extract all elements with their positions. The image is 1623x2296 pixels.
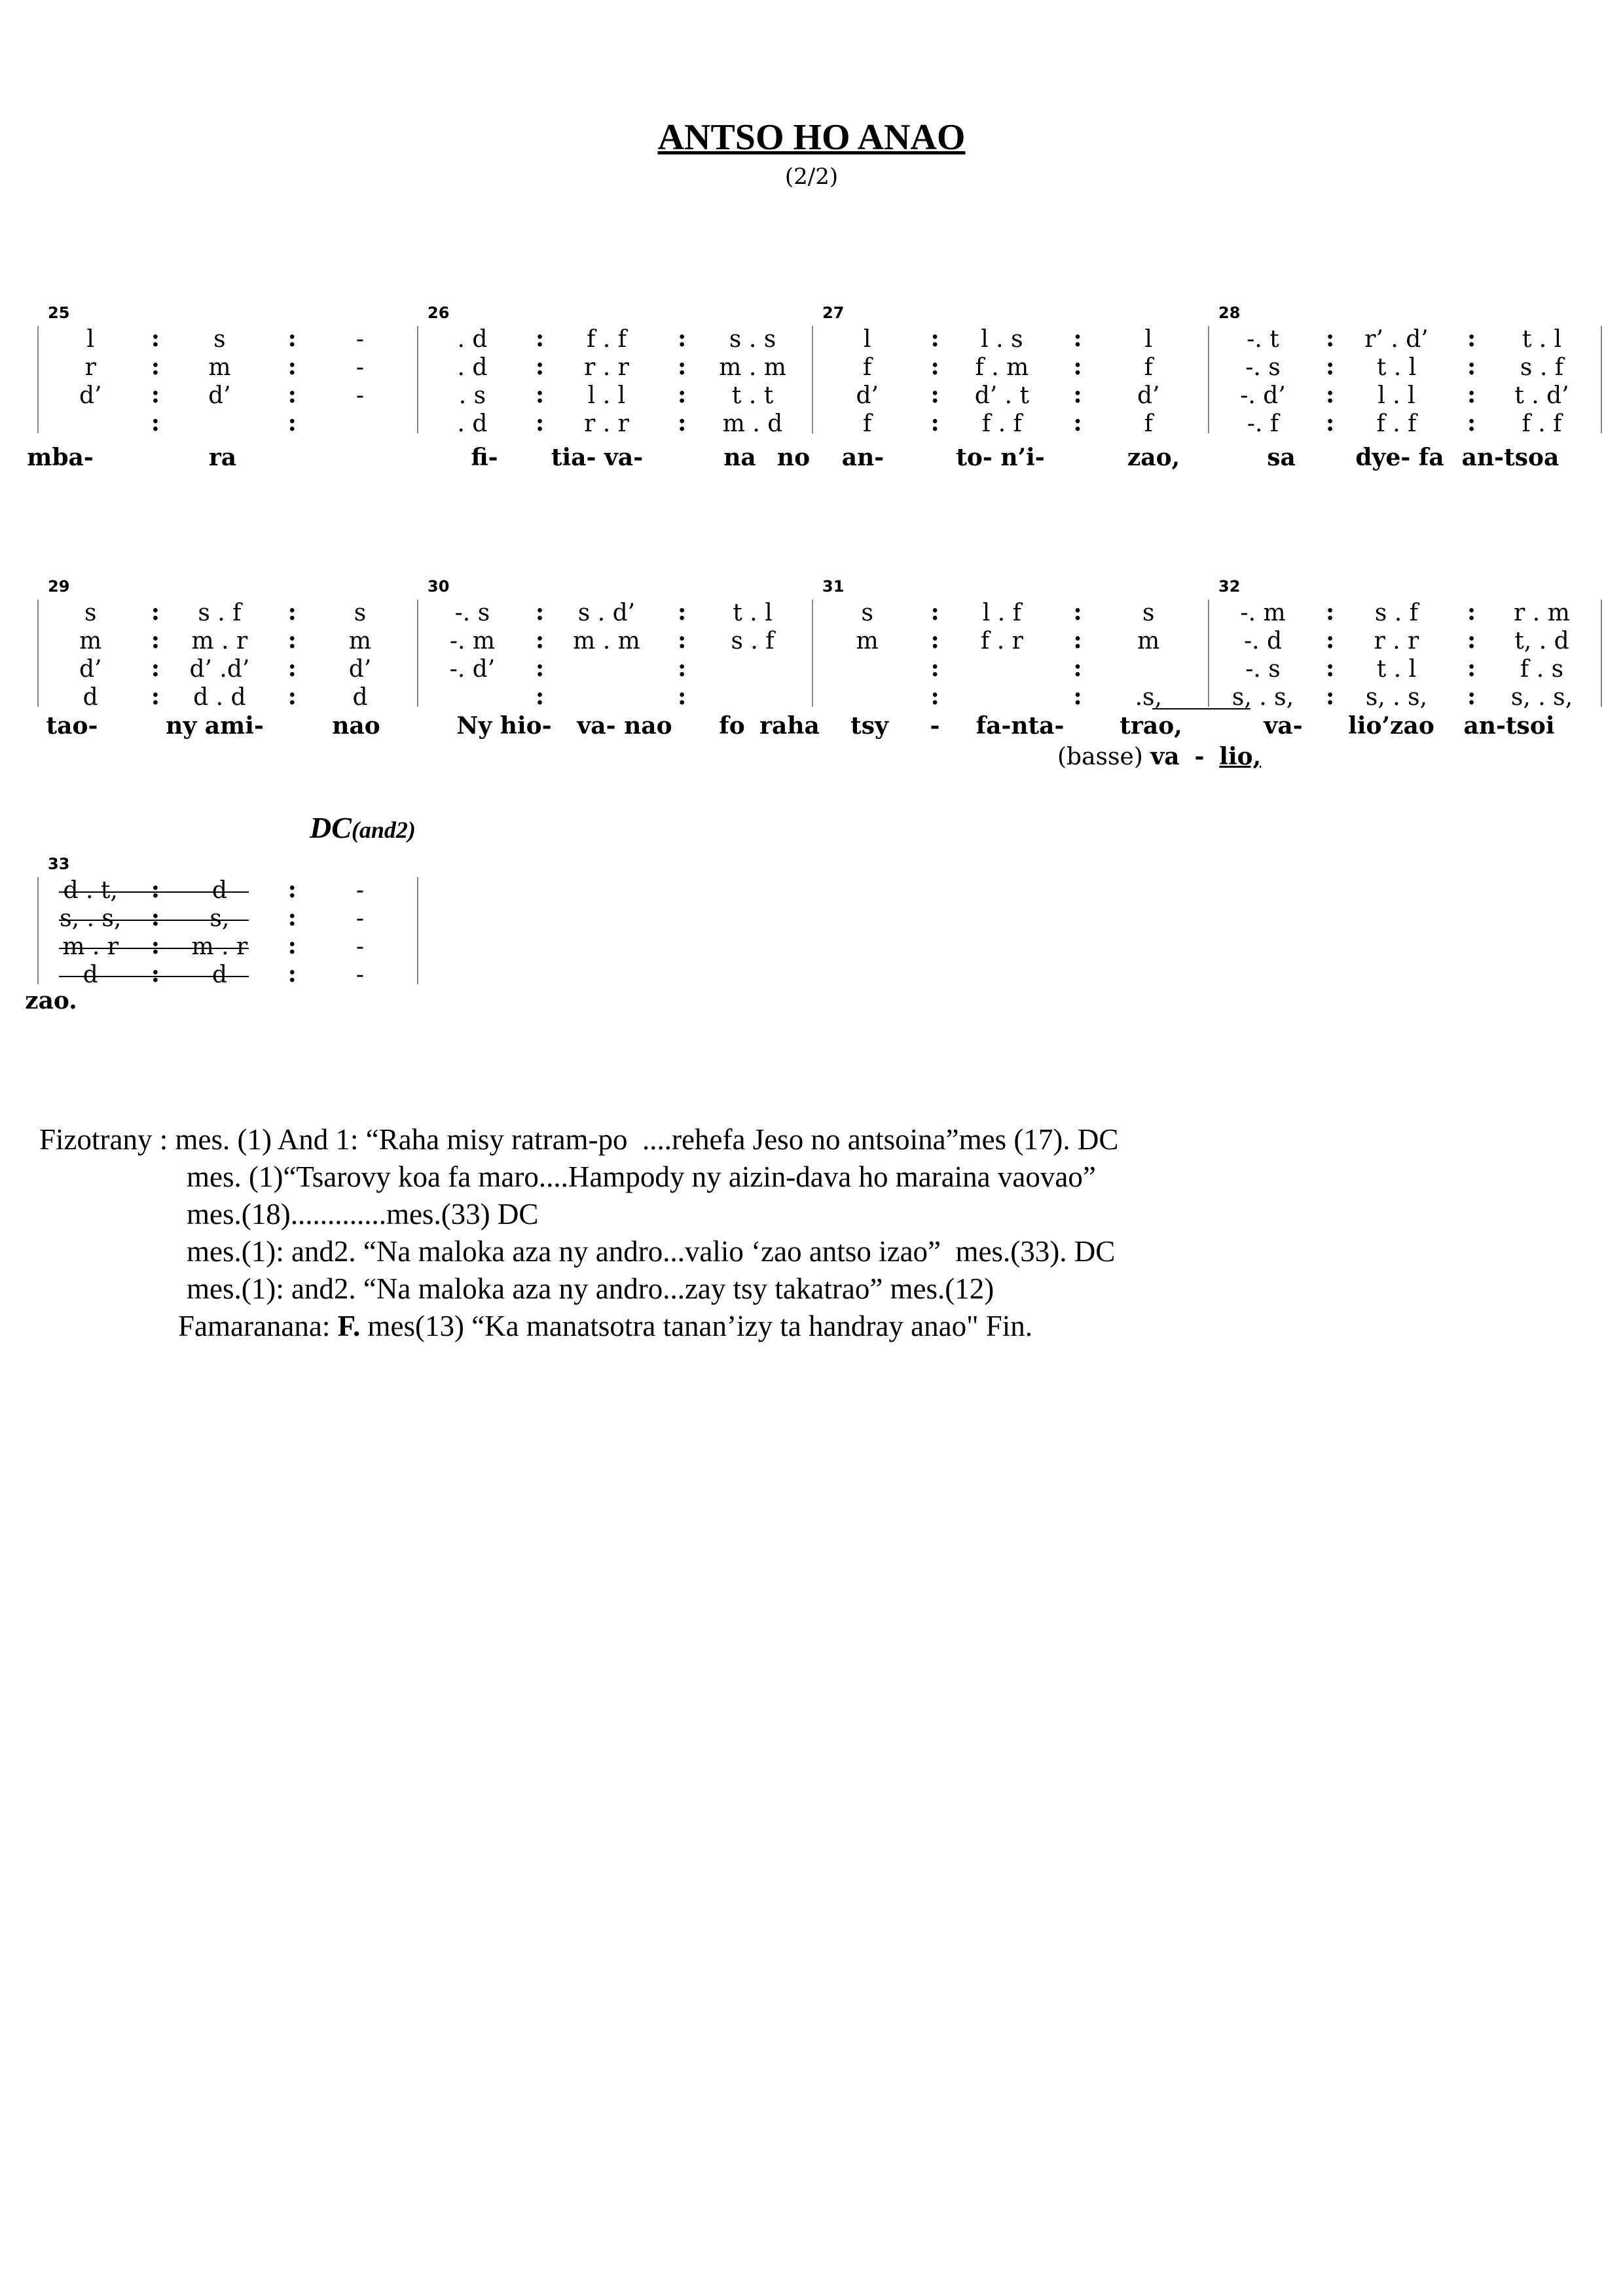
measure-number: 30 xyxy=(428,577,450,596)
solfa-note: s, . s, xyxy=(1365,684,1428,711)
solfa-note: . s xyxy=(458,382,486,409)
dc-directive: DC(and2) xyxy=(310,811,416,844)
solfa-note: l xyxy=(1144,326,1152,353)
beat-colon: : xyxy=(678,655,687,682)
measure-number: 27 xyxy=(822,304,845,322)
solfa-note: s, . s, xyxy=(60,905,122,932)
lyric-syllable: an- xyxy=(841,444,884,471)
solfa-note: m . d xyxy=(722,410,783,437)
beat-colon: : xyxy=(287,932,297,960)
beat-colon: : xyxy=(151,626,160,654)
beat-colon: : xyxy=(1326,381,1335,408)
beat-underline xyxy=(59,920,249,921)
beat-colon: : xyxy=(1073,683,1082,710)
solfa-note: . d xyxy=(457,354,488,381)
solfa-note: -. s xyxy=(1245,354,1281,381)
lyric-syllable: fa-nta- xyxy=(976,712,1065,740)
page-title: ANTSO HO ANAO xyxy=(657,117,966,158)
lyric-syllable: tao- xyxy=(46,712,98,740)
solfa-note: l . s xyxy=(981,326,1023,353)
beat-colon: : xyxy=(1326,598,1335,626)
beat-colon: : xyxy=(151,409,160,437)
beat-colon: : xyxy=(287,353,297,380)
beat-colon: : xyxy=(151,655,160,682)
beat-colon: : xyxy=(1073,409,1082,437)
lyric-syllable: va- nao xyxy=(577,712,672,740)
measure-number: 26 xyxy=(428,304,450,322)
beat-colon: : xyxy=(930,626,939,654)
solfa-note: l . l xyxy=(1377,382,1415,409)
beat-colon: : xyxy=(1467,409,1476,437)
beat-colon: : xyxy=(678,381,687,408)
beat-colon: : xyxy=(1467,626,1476,654)
beat-colon: : xyxy=(151,876,160,903)
lyric-syllable: an-tsoi xyxy=(1463,712,1555,740)
solfa-note: f . f xyxy=(981,410,1022,437)
solfa-note: - xyxy=(356,961,365,988)
solfa-note: - xyxy=(356,354,365,381)
solfa-note: - xyxy=(356,382,365,409)
beat-colon: : xyxy=(287,904,297,931)
solfa-note: d’ xyxy=(79,656,102,683)
lyric-syllable: lio’zao xyxy=(1348,712,1434,740)
solfa-note: f xyxy=(1144,354,1153,381)
solfa-note: f . f xyxy=(1522,410,1562,437)
solfa-note: d . d xyxy=(193,684,246,711)
solfa-note: l xyxy=(86,326,94,353)
measure-number: 28 xyxy=(1218,304,1241,322)
lyric-syllable: fi- xyxy=(471,444,498,471)
measure-number: 32 xyxy=(1218,577,1241,596)
beat-colon: : xyxy=(151,683,160,710)
beat-colon: : xyxy=(151,325,160,352)
note-line-4: mes.(1): and2. “Na maloka aza ny andro...valio ‘zao antso izao” mes.(33). DC xyxy=(187,1235,1116,1268)
lyric-syllable: zao, xyxy=(1127,444,1180,471)
solfa-note: m . m xyxy=(573,628,640,655)
lyric-syllable: tsy xyxy=(850,712,888,740)
lyric-syllable: dye- fa xyxy=(1355,444,1444,471)
solfa-note: - xyxy=(356,905,365,932)
beat-colon: : xyxy=(1326,683,1335,710)
solfa-note: m xyxy=(79,628,102,655)
beat-colon: : xyxy=(678,409,687,437)
beat-colon: : xyxy=(287,409,297,437)
beat-underline xyxy=(59,948,249,949)
solfa-note: d’ xyxy=(348,656,372,683)
solfa-note: f . f xyxy=(586,326,627,353)
solfa-note: r’ . d’ xyxy=(1364,326,1429,353)
measure-number: 25 xyxy=(48,304,70,322)
beat-colon: : xyxy=(1467,598,1476,626)
solfa-note: s . s xyxy=(729,326,776,353)
measure-number: 29 xyxy=(48,577,70,596)
solfa-note: t . l xyxy=(1376,656,1417,683)
beat-colon: : xyxy=(1467,683,1476,710)
solfa-note: s . f xyxy=(1374,600,1419,626)
solfa-note: s . f xyxy=(1520,354,1564,381)
solfa-note: r . r xyxy=(584,410,629,437)
beat-colon: : xyxy=(151,904,160,931)
lyric-syllable: ra xyxy=(208,444,237,471)
beat-colon: : xyxy=(287,876,297,903)
solfa-note: d’ xyxy=(1137,382,1160,409)
bass-lyric: (basse) va - lio, xyxy=(1057,743,1262,770)
solfa-note: m . r xyxy=(62,933,119,960)
solfa-note: t . l xyxy=(733,600,773,626)
beat-colon: : xyxy=(1467,655,1476,682)
solfa-note: m xyxy=(1137,628,1160,655)
beat-colon: : xyxy=(287,683,297,710)
beat-underline xyxy=(59,891,249,893)
beat-colon: : xyxy=(1467,325,1476,352)
beat-colon: : xyxy=(535,683,545,710)
solfa-note: t, . d xyxy=(1514,628,1569,655)
solfa-note: s xyxy=(213,326,226,353)
solfa-note: d’ . t xyxy=(974,382,1030,409)
solfa-note: s, . s, xyxy=(1510,684,1573,711)
solfa-note: .s, xyxy=(1135,684,1162,711)
solfa-note: f xyxy=(1144,410,1153,437)
solfa-note: f xyxy=(863,354,872,381)
solfa-note: -. d’ xyxy=(449,656,496,683)
solfa-note: s xyxy=(354,600,367,626)
beat-colon: : xyxy=(930,598,939,626)
lyric-syllable: no xyxy=(776,444,811,471)
solfa-note: d’ xyxy=(208,382,231,409)
beat-colon: : xyxy=(151,960,160,988)
solfa-note: r xyxy=(84,354,96,381)
beat-colon: : xyxy=(151,381,160,408)
lyric-syllable: trao, xyxy=(1120,712,1182,740)
beat-colon: : xyxy=(287,655,297,682)
beat-colon: : xyxy=(151,353,160,380)
solfa-note: m xyxy=(348,628,372,655)
beat-colon: : xyxy=(287,598,297,626)
beat-colon: : xyxy=(287,381,297,408)
solfa-note: d xyxy=(211,961,227,988)
solfa-note: f xyxy=(863,410,872,437)
beat-colon: : xyxy=(930,353,939,380)
solfa-note: d xyxy=(352,684,368,711)
lyric-syllable: tia- va- xyxy=(551,444,644,471)
lyric-syllable: mba- xyxy=(27,444,94,471)
solfa-note: - xyxy=(356,877,365,904)
beat-colon: : xyxy=(930,683,939,710)
note-line-5: mes.(1): and2. “Na maloka aza ny andro...zay tsy takatrao” mes.(12) xyxy=(187,1272,994,1305)
beat-colon: : xyxy=(930,409,939,437)
beat-colon: : xyxy=(678,353,687,380)
solfa-note: - xyxy=(356,326,365,353)
solfa-note: - xyxy=(356,933,365,960)
solfa-note: f . r xyxy=(980,628,1023,655)
measure-number: 33 xyxy=(48,855,70,873)
beat-colon: : xyxy=(1073,353,1082,380)
note-line-2: mes. (1)“Tsarovy koa fa maro....Hampody ny aizin-dava ho maraina vaovao” xyxy=(187,1160,1096,1193)
solfa-note: s, . s, xyxy=(1231,684,1294,711)
beat-colon: : xyxy=(678,598,687,626)
solfa-note: d xyxy=(82,684,98,711)
solfa-note: s . f xyxy=(198,600,242,626)
solfa-note: t . d’ xyxy=(1514,382,1569,409)
lyric-syllable: fo xyxy=(719,712,745,740)
lyric-syllable: ny ami- xyxy=(166,712,264,740)
beat-colon: : xyxy=(930,325,939,352)
beat-colon: : xyxy=(1073,598,1082,626)
solfa-note: m xyxy=(856,628,879,655)
solfa-note: t . l xyxy=(1522,326,1562,353)
solfa-note: f . m xyxy=(975,354,1029,381)
solfa-note: l xyxy=(863,326,871,353)
solfa-note: s xyxy=(1142,600,1155,626)
beat-colon: : xyxy=(678,683,687,710)
solfa-note: -. m xyxy=(1240,600,1286,626)
solfa-note: m . m xyxy=(719,354,786,381)
solfa-note: d’ xyxy=(856,382,879,409)
beat-colon: : xyxy=(151,598,160,626)
solfa-note: -. m xyxy=(449,628,495,655)
lyric-syllable: to- n’i- xyxy=(956,444,1045,471)
solfa-note: r . r xyxy=(584,354,629,381)
solfa-note: s . d’ xyxy=(577,600,636,626)
solfa-note: -. s xyxy=(454,600,490,626)
solfa-note: d’ xyxy=(79,382,102,409)
solfa-note: m . r xyxy=(191,933,248,960)
beat-colon: : xyxy=(1326,325,1335,352)
beat-colon: : xyxy=(930,381,939,408)
page-subtitle: (2/2) xyxy=(784,164,839,190)
solfa-note: m . r xyxy=(191,628,248,655)
solfa-note: -. s xyxy=(1245,656,1281,683)
solfa-note: t . l xyxy=(1376,354,1417,381)
beat-colon: : xyxy=(678,626,687,654)
beat-colon: : xyxy=(1467,353,1476,380)
beat-colon: : xyxy=(1073,655,1082,682)
solfa-note: l . f xyxy=(982,600,1021,626)
note-line-3: mes.(18).............mes.(33) DC xyxy=(187,1198,539,1230)
solfa-note: -. t xyxy=(1247,326,1279,353)
solfa-note: l . l xyxy=(587,382,626,409)
solfa-note: . d xyxy=(457,326,488,353)
solfa-note: d . t, xyxy=(63,877,118,904)
beat-colon: : xyxy=(535,325,545,352)
solfa-note: -. d xyxy=(1243,628,1283,655)
beat-colon: : xyxy=(151,932,160,960)
lyric-syllable: an-tsoa xyxy=(1461,444,1559,471)
solfa-note: r . m xyxy=(1514,600,1570,626)
beat-colon: : xyxy=(930,655,939,682)
lyric-syllable: Ny hio- xyxy=(456,712,552,740)
lyric-syllable: na xyxy=(723,444,756,471)
solfa-note: . d xyxy=(457,410,488,437)
solfa-note: f . s xyxy=(1520,656,1564,683)
lyric-syllable: raha xyxy=(759,712,820,740)
beat-colon: : xyxy=(287,626,297,654)
lyric-syllable: zao. xyxy=(25,987,77,1014)
beat-colon: : xyxy=(678,325,687,352)
note-line-1: Fizotrany : mes. (1) And 1: “Raha misy ratram-po ....rehefa Jeso no antsoina”mes (17). DC xyxy=(39,1123,1119,1156)
beat-colon: : xyxy=(1073,381,1082,408)
beat-colon: : xyxy=(287,960,297,988)
solfa-note: t . t xyxy=(731,382,774,409)
solfa-note: d xyxy=(211,877,227,904)
solfa-note: f . f xyxy=(1376,410,1417,437)
lyric-syllable: - xyxy=(930,712,940,740)
beat-colon: : xyxy=(535,626,545,654)
beat-colon: : xyxy=(1073,325,1082,352)
beat-colon: : xyxy=(535,409,545,437)
lyric-syllable: sa xyxy=(1267,444,1296,471)
solfa-note: s, xyxy=(210,905,230,932)
solfa-note: d xyxy=(82,961,98,988)
solfa-note: m xyxy=(208,354,231,381)
beat-colon: : xyxy=(1326,353,1335,380)
lyric-syllable: nao xyxy=(332,712,380,740)
slur-line xyxy=(1152,708,1250,709)
solfa-note: -. d’ xyxy=(1240,382,1286,409)
solfa-note: -. f xyxy=(1247,410,1279,437)
beat-underline xyxy=(59,976,249,977)
lyric-syllable: va- xyxy=(1264,712,1303,740)
note-line-final: Famaranana: F. mes(13) “Ka manatsotra tanan’izy ta handray anao" Fin. xyxy=(178,1310,1032,1342)
beat-colon: : xyxy=(535,353,545,380)
solfa-note: s xyxy=(84,600,97,626)
beat-colon: : xyxy=(535,381,545,408)
beat-colon: : xyxy=(287,325,297,352)
beat-colon: : xyxy=(1073,626,1082,654)
beat-colon: : xyxy=(1326,409,1335,437)
solfa-note: d’ .d’ xyxy=(189,656,250,683)
beat-colon: : xyxy=(1326,655,1335,682)
solfa-note: s xyxy=(861,600,873,626)
solfa-note: s . f xyxy=(731,628,775,655)
measure-number: 31 xyxy=(822,577,845,596)
beat-colon: : xyxy=(535,655,545,682)
beat-colon: : xyxy=(1467,381,1476,408)
beat-colon: : xyxy=(1326,626,1335,654)
beat-colon: : xyxy=(535,598,545,626)
solfa-note: r . r xyxy=(1374,628,1419,655)
